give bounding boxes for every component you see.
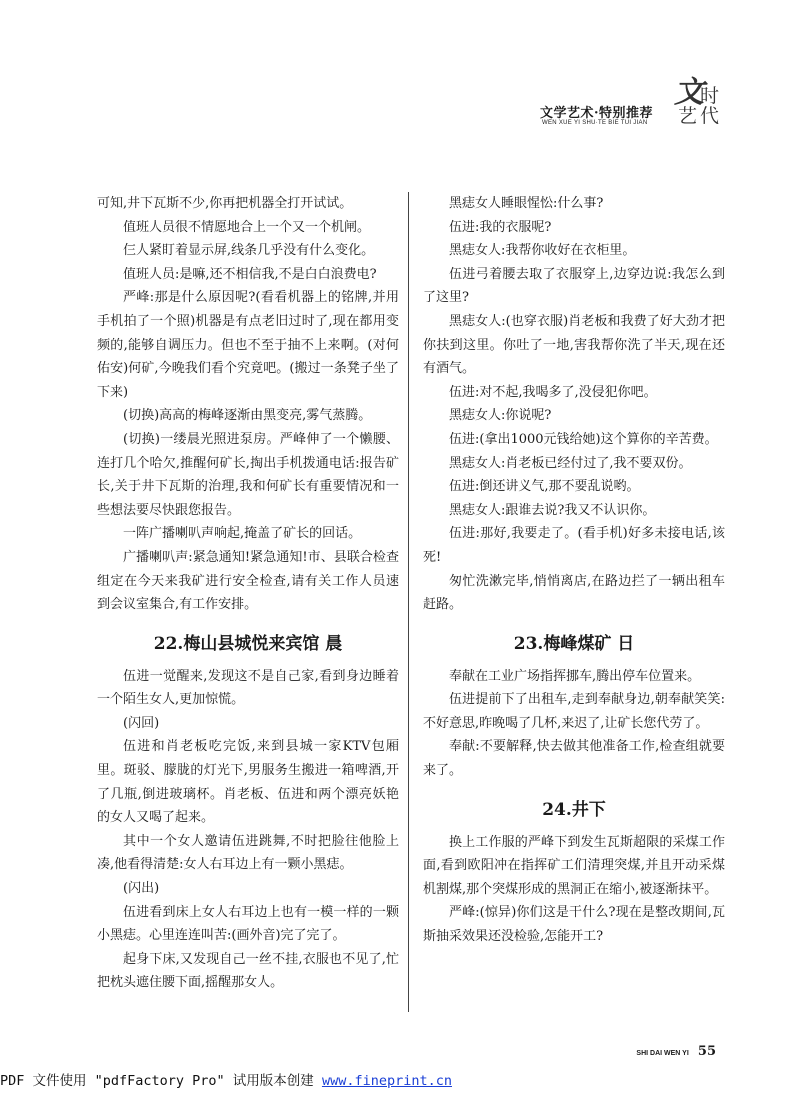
magazine-logo [670, 75, 730, 132]
paragraph: 伍进一觉醒来,发现这不是自己家,看到身边睡着一个陌生女人,更加惊慌。 [97, 668, 399, 708]
paragraph: 严峰:(惊异)你们这是干什么?现在是整改期间,瓦斯抽采效果还没检验,怎能开工? [423, 905, 725, 945]
paragraph: 仨人紧盯着显示屏,线条几乎没有什么变化。 [123, 243, 375, 259]
paragraph: 黑痣女人:肖老板已经付过了,我不要双份。 [449, 455, 692, 471]
page-footer [636, 1040, 716, 1059]
paragraph: 奉献在工业广场指挥挪车,腾出停车位置来。 [449, 668, 701, 684]
paragraph: 其中一个女人邀请伍进跳舞,不时把脸往他脸上凑,他看得清楚:女人右耳边上有一颗小黑痣。 [97, 833, 399, 873]
scene-heading: 24.井下 [542, 799, 606, 820]
logo-char-shi: 时 [700, 85, 720, 107]
paragraph: 可知,井下瓦斯不少,你再把机器全打开试试。 [97, 196, 353, 211]
paragraph: 伍进:对不起,我喝多了,没侵犯你吧。 [449, 384, 657, 400]
paragraph: 一阵广播喇叭声响起,掩盖了矿长的回话。 [123, 526, 362, 542]
scene-heading: 22.梅山县城悦来宾馆 晨 [153, 633, 343, 654]
right-column [423, 192, 725, 949]
watermark-text: PDF 文件使用 "pdfFactory Pro" 试用版本创建 [0, 1073, 322, 1089]
paragraph: (闪出) [123, 881, 160, 897]
left-column [97, 192, 399, 995]
paragraph: 伍进弓着腰去取了衣服穿上,边穿边说:我怎么到了这里? [423, 266, 725, 306]
paragraph: 黑痣女人:你说呢? [449, 408, 552, 424]
paragraph: 黑痣女人:我帮你收好在衣柜里。 [449, 243, 636, 259]
logo-char-wen: 文 [674, 75, 704, 110]
paragraph: (切换)一缕晨光照进泵房。严峰伸了一个懒腰、连打几个哈欠,推醒何矿长,掏出手机拨通电话:报告矿长,关于井下瓦斯的治理,我和何矿长有重要情况和一些想法要尽快跟您报告。 [97, 431, 399, 518]
footer-pinyin: SHI DAI WEN YI [636, 1050, 689, 1057]
page-number: 55 [697, 1044, 716, 1059]
paragraph: 值班人员很不情愿地合上一个又一个机闸。 [123, 219, 371, 235]
paragraph: 值班人员:是嘛,还不相信我,不是白白浪费电? [123, 266, 377, 282]
column-divider [408, 192, 409, 1012]
paragraph: 起身下床,又发现自己一丝不挂,衣服也不见了,忙把枕头遮住腰下面,摇醒那女人。 [97, 951, 399, 991]
paragraph: 黑痣女人:跟谁去说?我又不认识你。 [449, 502, 656, 518]
section-title: 文学艺术·特别推荐 [540, 106, 654, 121]
paragraph: 伍进:我的衣服呢? [449, 219, 552, 235]
paragraph: (闪回) [123, 715, 160, 731]
paragraph: 严峰:那是什么原因呢?(看看机器上的铭牌,并用手机拍了一个照)机器是有点老旧过时了,现在都用变频的,能够自调压力。但也不至于抽不上来啊。(对何佑安)何矿,今晚我们看个究竟吧。(搬过一条凳子坐了下来) [97, 290, 399, 400]
paragraph: 伍进看到床上女人右耳边上也有一模一样的一颗小黑痣。心里连连叫苦:(画外音)完了完了。 [97, 904, 399, 944]
paragraph: (切换)高高的梅峰逐渐由黑变亮,雾气蒸腾。 [123, 408, 372, 424]
paragraph: 广播喇叭声:紧急通知!紧急通知!市、县联合检查组定在今天来我矿进行安全检查,请有关工作人员速到会议室集合,有工作安排。 [97, 549, 399, 613]
paragraph: 伍进提前下了出租车,走到奉献身边,朝奉献笑笑:不好意思,昨晚喝了几杯,来迟了,让矿长您代劳了。 [423, 692, 725, 731]
logo-char-yi: 艺 [678, 105, 698, 127]
scene-heading: 23.梅峰煤矿 日 [513, 633, 635, 654]
section-pinyin: WEN XUE YI SHU·TE BIE TUI JIAN [542, 120, 648, 126]
paragraph: 黑痣女人睡眼惺忪:什么事? [449, 196, 604, 211]
paragraph: 换上工作服的严峰下到发生瓦斯超限的采煤工作面,看到欧阳冲在指挥矿工们清理突煤,并且开动采煤机割煤,那个突煤形成的黑洞正在缩小,被逐渐抹平。 [423, 834, 725, 897]
paragraph: 伍进:(拿出1000元钱给她)这个算你的辛苦费。 [449, 431, 718, 447]
pdf-watermark [0, 1069, 452, 1089]
paragraph: 伍进:那好,我要走了。(看手机)好多未接电话,该死! [423, 526, 725, 565]
paragraph: 奉献:不要解释,快去做其他准备工作,检查组就要来了。 [423, 739, 725, 779]
watermark-link[interactable]: www.fineprint.cn [321, 1073, 452, 1089]
paragraph: 黑痣女人:(也穿衣服)肖老板和我费了好大劲才把你扶到这里。你吐了一地,害我帮你洗了半天,现在还有酒气。 [423, 313, 725, 377]
page-header [540, 75, 790, 130]
paragraph: 匆忙洗漱完毕,悄悄离店,在路边拦了一辆出租车赶路。 [423, 573, 725, 613]
logo-char-dai: 代 [700, 105, 720, 127]
paragraph: 伍进:倒还讲义气,那不要乱说哟。 [449, 479, 640, 495]
paragraph: 伍进和肖老板吃完饭,来到县城一家KTV包厢里。斑驳、朦胧的灯光下,男服务生搬进一箱啤酒,开了几瓶,倒进玻璃杯。肖老板、伍进和两个漂亮妖艳的女人又喝了起来。 [97, 739, 399, 826]
